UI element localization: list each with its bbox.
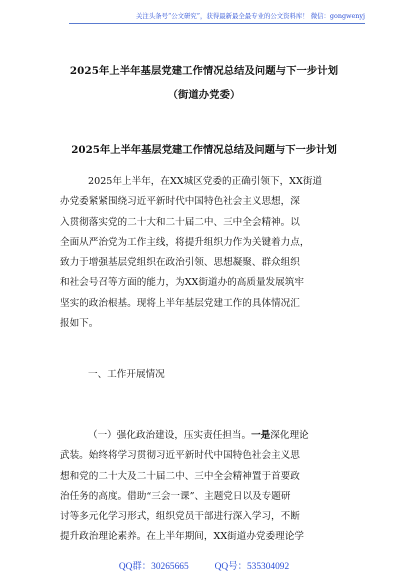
subsection-bold-marker: 一是 xyxy=(251,430,271,441)
intro-line: 致力于增强基层党组织在政治引领、思想凝聚、群众组织 xyxy=(60,257,300,269)
document-title: 2025年上半年基层党建工作情况总结及问题与下一步计划 xyxy=(71,144,337,156)
footer-qq-group: QQ群：30265665 xyxy=(118,562,189,572)
subsection-line: 讨等多元化学习形式，组织党员干部进行深入学习，不断 xyxy=(60,511,300,523)
cover-title: 2025年上半年基层党建工作情况总结及问题与下一步计划 xyxy=(69,65,339,77)
header-promo-text: 关注头条号“公文研究”，获得最新最全最专业的公文资料库！ 微信：gongwenyj xyxy=(136,12,365,20)
subsection-line: 武装。始终将学习贯彻习近平新时代中国特色社会主义思 xyxy=(60,450,300,462)
intro-paragraph xyxy=(60,172,362,334)
intro-line: 入贯彻落实党的二十大和二十届二中、三中全会精神。以 xyxy=(60,216,300,228)
intro-line: 全面从严治党为工作主线，将提升组织力作为关键着力点， xyxy=(60,236,310,248)
intro-line: 和社会号召等方面的能力，为XX街道办的高质量发展筑牢 xyxy=(60,277,304,289)
subsection-lead: （一）强化政治建设，压实责任担当。 xyxy=(88,430,252,441)
cover-subtitle: （街道办党委） xyxy=(167,89,241,101)
subsection-paragraph xyxy=(60,426,362,548)
intro-line: 2025年上半年，在XX城区党委的正确引领下，XX街道 xyxy=(88,176,323,187)
document-footer xyxy=(0,558,408,572)
document-header xyxy=(69,12,365,24)
subsection-line: 想和党的二十大及二十届二中、三中全会精神置于首要政 xyxy=(60,470,300,482)
footer-qq-number: QQ号：535304092 xyxy=(214,562,290,572)
subsection-line: 提升政治理论素养。在上半年期间，XX街道办党委理论学 xyxy=(60,531,304,543)
subsection-first-line xyxy=(60,426,362,446)
subsection-first-rest: 深化理论 xyxy=(270,430,309,441)
subsection-line: 治任务的高度。借助“三会一课”、主题党日以及专题研 xyxy=(60,490,291,502)
intro-line: 坚实的政治根基。现将上半年基层党建工作的具体情况汇 xyxy=(60,297,300,309)
intro-line: 办党委紧紧围绕习近平新时代中国特色社会主义思想，深 xyxy=(60,196,300,208)
section-heading: 一、工作开展情况 xyxy=(88,369,165,380)
intro-line: 报如下。 xyxy=(60,318,99,330)
